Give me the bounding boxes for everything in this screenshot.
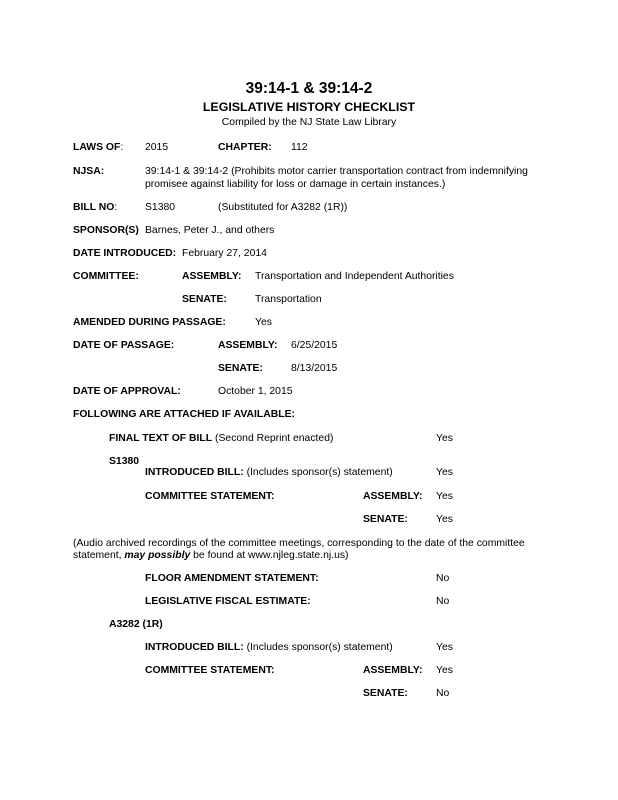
- date-of-passage-label: DATE OF PASSAGE:: [73, 340, 175, 351]
- a3282-introduced-value: Yes: [436, 642, 453, 653]
- a3282-heading: A3282 (1R): [109, 619, 163, 630]
- amended-label: AMENDED DURING PASSAGE:: [73, 317, 226, 328]
- checklist-title: LEGISLATIVE HISTORY CHECKLIST: [202, 100, 416, 114]
- s1380-senate-label: SENATE:: [363, 514, 408, 525]
- audio-note-line-2: statement, may possibly be found at www.njleg.state.nj.us): [73, 550, 349, 561]
- date-introduced-label: DATE INTRODUCED:: [73, 248, 177, 259]
- njsa-line-1: 39:14-1 & 39:14-2 (Prohibits motor carrier transportation contract from indemnifying: [145, 166, 528, 177]
- passage-assembly-label: ASSEMBLY:: [218, 340, 278, 351]
- s1380-assembly-label: ASSEMBLY:: [363, 491, 423, 502]
- amended-value: Yes: [255, 317, 272, 328]
- date-introduced-value: February 27, 2014: [182, 248, 267, 259]
- date-of-approval-value: October 1, 2015: [218, 386, 293, 397]
- committee-assembly-label: ASSEMBLY:: [182, 271, 242, 282]
- s1380-assembly-value: Yes: [436, 491, 453, 502]
- chapter-label: CHAPTER:: [218, 142, 272, 153]
- final-text-value: Yes: [436, 433, 453, 444]
- committee-senate-value: Transportation: [255, 294, 322, 305]
- a3282-senate-value: No: [436, 688, 450, 699]
- statute-title: 39:14-1 & 39:14-2: [245, 80, 373, 97]
- attached-heading: FOLLOWING ARE ATTACHED IF AVAILABLE:: [73, 409, 296, 420]
- a3282-assembly-value: Yes: [436, 665, 453, 676]
- njsa-label: NJSA:: [73, 166, 105, 177]
- chapter-value: 112: [291, 142, 308, 153]
- passage-senate-label: SENATE:: [218, 363, 263, 374]
- s1380-heading: S1380: [109, 456, 140, 467]
- sponsors-value: Barnes, Peter J., and others: [145, 225, 275, 236]
- bill-no-value: S1380: [145, 202, 176, 213]
- committee-label: COMMITTEE:: [73, 271, 139, 282]
- fiscal-estimate-label: LEGISLATIVE FISCAL ESTIMATE:: [145, 596, 311, 607]
- bill-substitution-note: (Substituted for A3282 (1R)): [218, 202, 348, 213]
- laws-of-label: LAWS OF:: [73, 142, 124, 153]
- final-text-label: FINAL TEXT OF BILL (Second Reprint enacted): [109, 433, 334, 444]
- audio-note-line-1: (Audio archived recordings of the committee meetings, corresponding to the date of the committee: [73, 538, 525, 549]
- laws-of-value: 2015: [145, 142, 169, 153]
- committee-assembly-value: Transportation and Independent Authorities: [255, 271, 454, 282]
- a3282-senate-label: SENATE:: [363, 688, 408, 699]
- committee-senate-label: SENATE:: [182, 294, 227, 305]
- compiled-by: Compiled by the NJ State Law Library: [221, 117, 397, 128]
- s1380-committee-label: COMMITTEE STATEMENT:: [145, 491, 275, 502]
- a3282-committee-label: COMMITTEE STATEMENT:: [145, 665, 275, 676]
- s1380-senate-value: Yes: [436, 514, 453, 525]
- passage-senate-value: 8/13/2015: [291, 363, 338, 374]
- floor-amendment-label: FLOOR AMENDMENT STATEMENT:: [145, 573, 319, 584]
- bill-no-label: BILL NO:: [73, 202, 118, 213]
- date-of-approval-label: DATE OF APPROVAL:: [73, 386, 181, 397]
- s1380-introduced-value: Yes: [436, 467, 453, 478]
- passage-assembly-value: 6/25/2015: [291, 340, 338, 351]
- sponsors-label: SPONSOR(S): [73, 225, 139, 236]
- s1380-introduced-label: INTRODUCED BILL: (Includes sponsor(s) statement): [145, 467, 393, 478]
- fiscal-estimate-value: No: [436, 596, 450, 607]
- a3282-assembly-label: ASSEMBLY:: [363, 665, 423, 676]
- njsa-line-2: promisee against liability for loss or damage in certain instances.): [145, 179, 446, 190]
- floor-amendment-value: No: [436, 573, 450, 584]
- a3282-introduced-label: INTRODUCED BILL: (Includes sponsor(s) statement): [145, 642, 393, 653]
